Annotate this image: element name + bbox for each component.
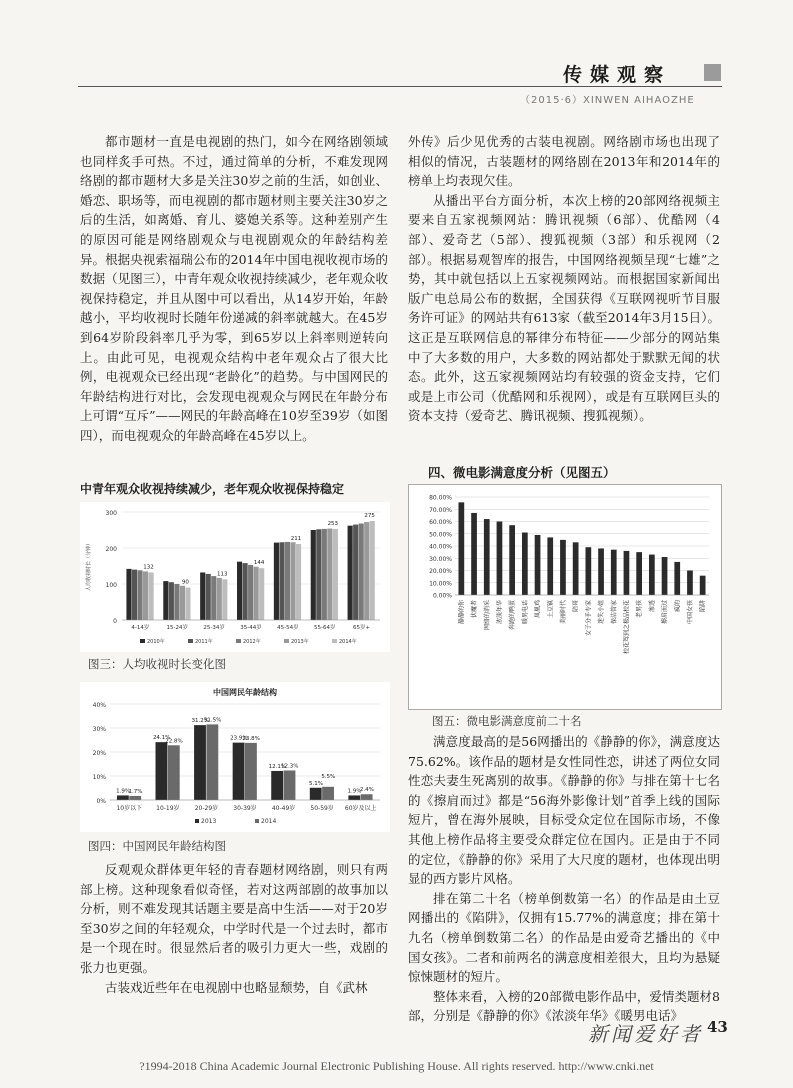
bar (674, 562, 680, 595)
legend-swatch (195, 819, 199, 823)
right-column-text (408, 132, 720, 426)
bar (200, 572, 205, 620)
data-label: 12.1% (268, 763, 287, 770)
x-tick-label: 保洁管家 (610, 600, 618, 625)
copyright-footer: ?1994-2018 China Academic Journal Electronic Publishing House. All rights reserved. http://www.cnki.net (139, 1059, 654, 1073)
bar (322, 787, 334, 800)
legend-swatch (236, 639, 241, 643)
bar (168, 745, 180, 800)
bar (169, 582, 174, 620)
x-tick-label: 35-44岁 (240, 625, 262, 631)
y-tick-label: 0 (113, 618, 117, 625)
issue-info: （2015·6）XINWEN AIHAOZHE (520, 95, 695, 106)
x-tick-label: 美丽时代 (559, 600, 567, 625)
bar (333, 529, 338, 620)
data-label: 113 (217, 571, 228, 578)
x-tick-label: 土豆镇 (547, 600, 555, 619)
bar (132, 570, 137, 620)
bar (149, 572, 154, 620)
data-label: 5.5% (321, 773, 336, 780)
paragraph: 满意度最高的是56网播出的《静静的你》，满意度达75.62%。该作品的题材是女性同性恋，讲述了两位女同性恋夫妻生死离别的故事。《静静的你》与排在第十七名的《擦肩而过》都是“56海外影像计划”首季上线的国际短片，曾在海外展映，目标受众定位在国际市场，不像其他上榜作品将主要受众群定位在国内。正是由于不同的定位，《静静的你》采用了大尺度的题材，也体现出明显的西方影片风格。 (408, 734, 720, 887)
bar (194, 725, 206, 800)
y-tick-label: 30% (92, 726, 106, 733)
bar (662, 557, 668, 595)
data-label: 1.7% (128, 788, 143, 795)
bar (348, 526, 353, 620)
left-column-text (80, 132, 388, 446)
bar (143, 571, 148, 620)
bar (547, 537, 553, 595)
journal-section-title: 传媒观察 (563, 64, 672, 86)
bar (310, 788, 322, 800)
x-tick-label: 45-54岁 (277, 625, 299, 631)
bar (611, 550, 617, 595)
bar (279, 542, 284, 620)
x-tick-label: 渗透 (648, 600, 656, 613)
bar (560, 540, 566, 595)
data-label: 144 (253, 560, 265, 567)
bar (217, 578, 222, 620)
x-tick-label: 校花驾到之极品校花 (623, 600, 631, 655)
chart3-svg (80, 502, 390, 652)
legend-swatch (332, 639, 337, 643)
x-tick-label: 浓淡年华 (496, 600, 504, 625)
data-label: 5.1% (308, 780, 323, 787)
y-tick-label: 200 (105, 546, 117, 553)
y-tick-label: 0% (96, 798, 106, 805)
header-square-icon (704, 64, 721, 81)
bar (245, 743, 257, 800)
bar (180, 586, 185, 620)
y-tick-label: 40% (92, 702, 106, 709)
x-tick-label: 陪哥 (572, 600, 580, 613)
bar (636, 552, 642, 595)
x-tick-label: 15-24岁 (166, 625, 189, 631)
paragraph: 整体来看，入榜的20部微电影作品中，爱情类题材8部，分别是《静静的你》《浓淡年华》《暖男电话》 (408, 988, 720, 1024)
y-tick-label: 50.00% (429, 531, 452, 539)
x-tick-label: 伏魔者 (471, 600, 479, 619)
y-tick-label: 10% (92, 774, 106, 781)
bar (700, 576, 706, 595)
legend-swatch (255, 819, 259, 823)
bar (237, 562, 242, 620)
x-tick-label: 50-59岁 (310, 805, 334, 812)
data-label: 12.3% (281, 763, 299, 770)
chart4-title: 中国网民年龄结构 (213, 688, 277, 697)
x-tick-label: 40-49岁 (271, 805, 296, 812)
bar (274, 543, 279, 620)
x-tick-label: 30-39岁 (233, 805, 257, 812)
bar (311, 530, 316, 620)
bar (364, 522, 369, 620)
paragraph: 从播出平台方面分析，本次上榜的20部网络视频主要来自五家视频网站：腾讯视频（6部）、优酷网（4部）、爱奇艺（5部）、搜狐视频（3部）和乐视网（2部）。根据易观智库的报告，中国网络视频呈现“七雄”之势，其中就包括以上五家视频网站。而根据国家新闻出版广电总局公布的数据，全国获得《互联网视听节目服务许可证》的网站共有613家（截至2014年3月15日）。这正是互联网信息的幂律分布特征——少部分的网站集中了大多数的用户，大多数的网站都处于默默无闻的状态。此外，这五家视频网站均有较强的资金支持，它们或是上市公司（优酷网和乐视网），或是有互联网巨头的资本支持（爱奇艺、腾讯视频、搜狐视频）。 (408, 192, 720, 424)
page-number: 43 (707, 1018, 728, 1036)
y-tick-label: 300 (105, 510, 117, 517)
y-tick-label: 10.00% (429, 580, 452, 588)
legend-swatch (284, 639, 289, 643)
bar (458, 502, 464, 595)
legend-label: 2014年 (339, 639, 357, 645)
y-tick-label: 70.00% (429, 506, 452, 514)
right-column-bottom-text (408, 732, 720, 1026)
y-axis-label: 人均收视时长（分钟） (86, 540, 92, 592)
y-tick-label: 40.00% (429, 543, 452, 551)
x-tick-label: 60岁及以上 (344, 805, 377, 812)
bar (361, 794, 373, 800)
legend-swatch (140, 639, 145, 643)
legend-swatch (188, 639, 193, 643)
left-column-bottom-text (80, 860, 388, 997)
legend-label: 2010年 (147, 639, 165, 645)
header-rule (78, 86, 722, 87)
y-tick-label: 100 (105, 582, 117, 589)
chart3-title: 中青年观众收视持续减少，老年观众收视保持稳定 (80, 482, 345, 496)
x-tick-label: 陷阱 (699, 600, 707, 613)
bar (649, 555, 655, 595)
bar (117, 795, 129, 800)
bar (687, 571, 693, 596)
bar (259, 568, 264, 620)
x-tick-label: 中国女孩 (686, 600, 694, 625)
bar (370, 521, 375, 620)
data-label: 132 (143, 564, 154, 571)
x-tick-label: 疯的 (674, 600, 682, 613)
bar (185, 588, 190, 620)
bar (322, 529, 327, 620)
bar (484, 519, 490, 595)
legend-label: 2013 (201, 818, 217, 825)
data-label: 275 (364, 513, 375, 519)
bar (233, 743, 245, 800)
chart5-svg (409, 485, 721, 709)
y-tick-label: 30.00% (429, 555, 452, 563)
paragraph: 古装戏近些年在电视剧中也略显颓势，自《武林 (105, 979, 368, 995)
x-tick-label: 55-64岁 (313, 625, 336, 631)
bar (296, 544, 301, 620)
x-tick-label: 网络的消采 (483, 600, 491, 631)
bar (211, 576, 216, 620)
bar (206, 574, 211, 620)
bar (156, 742, 168, 800)
data-label: 24.1% (152, 735, 171, 742)
x-tick-label: 擦肩而过 (661, 600, 669, 625)
bar (284, 770, 296, 800)
data-label: 23.9% (230, 735, 248, 742)
bar (522, 533, 528, 595)
bar (290, 542, 295, 620)
paragraph: 都市题材一直是电视剧的热门，如今在网络剧领域也同样炙手可热。不过，通过简单的分析，不难发现网络剧的都市题材大多是关注30岁之前的生活，如创业、婚恋、职场等，而电视剧的都市题材则主要关注30岁之后的生活，如离婚、育儿、婆媳关系等。这种差别产生的原因可能是网络剧观众与电视剧观众的年龄结构差异。根据央视索福瑞公布的2014年中国电视收视市场的数据（见图三），中青年观众收视持续减少，老年观众收视保持稳定，并且从图中可以看出，从14岁开始，年龄越小，平均收视时长随年份递减的斜率就越大。在45岁到64岁阶段斜率几乎为零，到65岁以上斜率则逆转向上。由此可见，电视观众结构中老年观众占了很大比例，电视观众已经出现“老龄化”的趋势。与中国网民的年龄结构进行对比，会发现电视观众与网民在年龄分布上可谓“互斥”——网民的年龄高峰在10岁至39岁（如图四），而电视观众的年龄高峰在45岁以上。 (80, 134, 388, 443)
bar (509, 525, 515, 595)
x-tick-label: 静静的你 (458, 600, 466, 625)
chart3-caption: 图三：人均收视时长变化图 (88, 657, 226, 671)
bar (353, 525, 358, 620)
x-tick-label: 暖男电话 (521, 600, 529, 625)
y-tick-label: 20% (92, 750, 106, 757)
section-heading: 四、微电影满意度分析（见图五） (428, 465, 616, 480)
bar (471, 513, 477, 595)
data-label: 1.9% (116, 788, 131, 795)
bar (598, 548, 604, 595)
data-label: 23.8% (242, 735, 260, 742)
data-label: 1.9% (347, 788, 362, 795)
x-tick-label: 10-19岁 (156, 805, 180, 812)
bar (359, 524, 364, 620)
bar (535, 535, 541, 595)
paragraph: 反观观众群体更年轻的青春题材网络剧，则只有两部上榜。这种现象看似奇怪，若对这两部剧的故事加以分析，则不难发现其话题主要是高中生活——对于20岁至30岁之间的年轻观众，中学时代是一个过去时，都市是一个现在时。很显然后者的吸引力更大一些，戏剧的张力也更强。 (80, 862, 388, 975)
bar (573, 542, 579, 595)
legend-label: 2013年 (291, 639, 309, 645)
bar (163, 581, 168, 620)
y-tick-label: 80.00% (429, 494, 452, 502)
chart3-figure (80, 502, 390, 652)
bar (126, 569, 131, 620)
y-tick-label: 0.00% (432, 592, 452, 600)
bar (271, 771, 283, 800)
bar (285, 542, 290, 620)
bar (327, 529, 332, 620)
x-tick-label: 4-14岁 (131, 625, 150, 631)
chart4-svg (80, 682, 390, 832)
bar (129, 796, 141, 800)
data-label: 22.8% (165, 738, 183, 745)
legend-label: 2012年 (243, 639, 261, 645)
x-tick-label: 迷失小姐 (598, 600, 606, 625)
journal-logo: 新闻爱好者 (588, 1022, 703, 1046)
x-tick-label: 凤凰鸡 (534, 600, 542, 619)
bar (585, 547, 591, 595)
bar (316, 529, 321, 620)
paragraph: 外传》后少见优秀的古装电视剧。网络剧市场也出现了相似的情况，古装题材的网络剧在2013年和2014年的榜单上均表现欠佳。 (408, 134, 720, 189)
x-tick-label: 65岁+ (353, 625, 371, 631)
y-tick-label: 60.00% (429, 519, 452, 526)
chart4-figure (80, 682, 390, 832)
legend-label: 2014 (261, 818, 277, 825)
bar (222, 579, 227, 620)
bar (206, 724, 218, 800)
data-label: 90 (181, 579, 189, 586)
bar (243, 563, 248, 620)
bar (174, 584, 179, 620)
data-label: 211 (290, 536, 302, 543)
bar (254, 567, 259, 620)
chart5-figure (408, 484, 722, 710)
paragraph: 排在第二十名（榜单倒数第一名）的作品是由土豆网播出的《陷阱》，仅拥有15.77%的满意度；排在第十九名（榜单倒数第二名）的作品是由爱奇艺播出的《中国女孩》。二者和前两名的满意度相差很大，且均为悬疑惊悚题材的短片。 (408, 890, 720, 985)
data-label: 31.2% (191, 718, 209, 725)
bar (348, 795, 360, 800)
x-tick-label: 女子分手专家 (585, 600, 593, 637)
data-label: 2.4% (359, 787, 374, 794)
bar (248, 565, 253, 620)
bar (624, 551, 630, 595)
data-label: 31.5% (203, 717, 222, 724)
data-label: 253 (327, 520, 339, 527)
y-tick-label: 20.00% (429, 568, 452, 575)
bar (137, 570, 142, 620)
x-tick-label: 奔跑的鸭蛋 (509, 600, 517, 631)
x-tick-label: 老男孩 (636, 600, 644, 619)
chart5-caption: 图五：微电影满意度前二十名 (432, 714, 582, 728)
chart4-caption: 图四：中国网民年龄结构图 (88, 839, 226, 853)
x-tick-label: 20-29岁 (194, 805, 219, 812)
x-tick-label: 10岁以下 (116, 805, 143, 812)
bar (497, 522, 503, 596)
x-tick-label: 25-34岁 (203, 625, 225, 631)
legend-label: 2011年 (195, 639, 213, 645)
